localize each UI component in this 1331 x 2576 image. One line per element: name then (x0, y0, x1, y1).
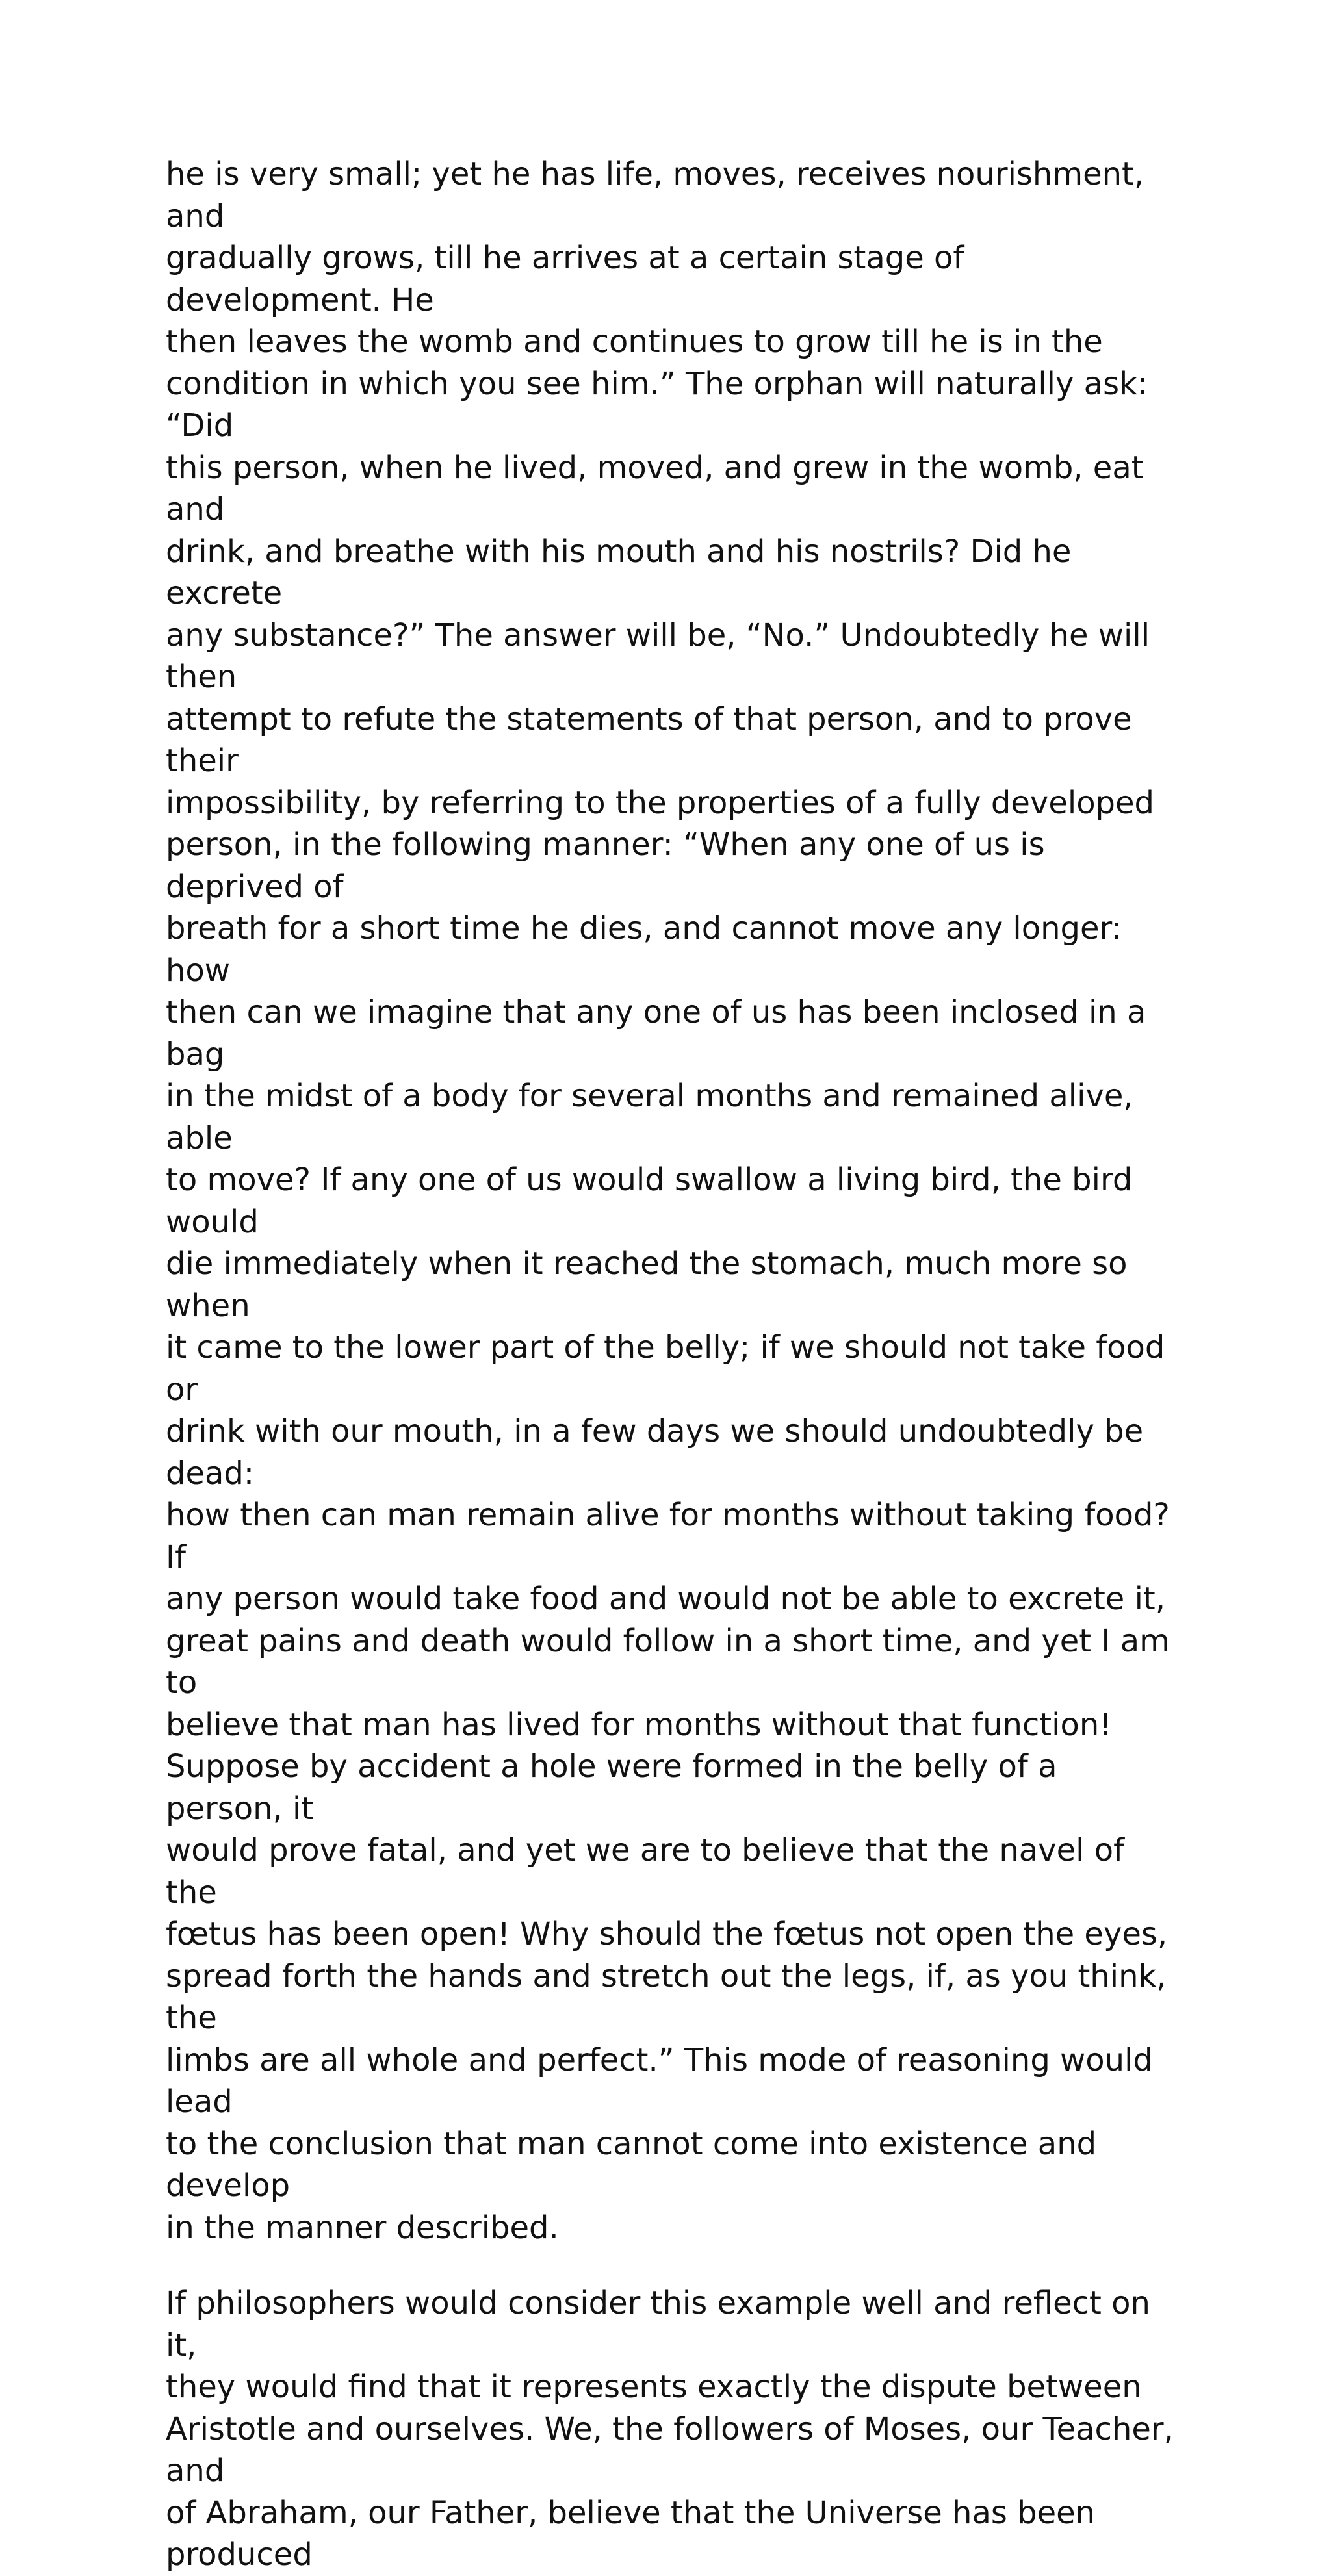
body-text (166, 153, 1180, 2576)
paragraph-2: If philosophers would consider this example well and reflect on it, they would find that it represents exactly the dispute between Aristotle and ourselves. We, the followers of Moses, our Teacher, and of Abraham, our Father, believe that the Universe has been produced (166, 2285, 1174, 2573)
paragraph-1: he is very small; yet he has life, moves, receives nourishment, and gradually grows, till he arrives at a certain stage of development. He then leaves the womb and continues to grow till he is in the condition in which you see him.” The orphan will naturally ask: “Did this person, when he lived, moved, and grew in the womb, eat and drink, and breathe with his mouth and his nostrils? Did he excrete any substance?” The answer will be, “No.” Undoubtedly he will then attempt to refute the statements of that person, and to prove their impossibility, by referring to the properties of a fully developed person, in the following manner: “When any one of us is deprived of breath for a short time he dies, and cannot move any longer: how then can we imagine that any one of us has been inclosed in a bag in the midst of a body for several months and remained alive, able to move? If any one of us would swallow a living bird, the bird would die immediately when it reached the stomach, much more so when it came to the lower part of the belly; if we should not take food or drink with our mouth, in a few days we should undoubtedly be dead: how then can man remain alive for months without taking food? If any person would take food and would not be able to excrete it, great pains and death would follow in a short time, and yet I am to believe that man has lived for months without that function! Suppose by accident a hole were formed in the belly of a person, it would prove fatal, and yet we are to believe that the navel of the fœtus has been open! Why should the fœtus not open the eyes, spread forth the hands and stretch out the legs, if, as you think, the limbs are all whole and perfect.” This mode of reasoning would lead to the conclusion that man cannot come into existence and develop in the manner described. (166, 156, 1170, 2246)
